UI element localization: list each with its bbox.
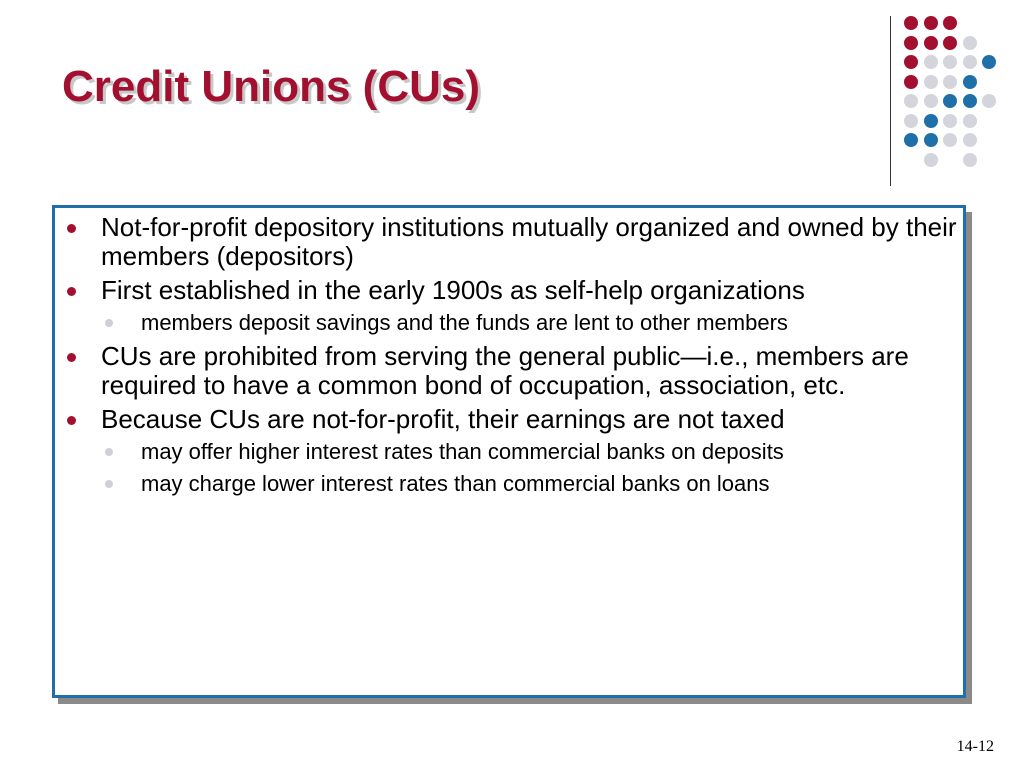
sub-bullet-item <box>55 439 963 465</box>
sub-bullet-text: may charge lower interest rates than commercial banks on loans <box>141 471 770 496</box>
bullet-list <box>55 208 963 497</box>
decorative-dot <box>924 133 938 147</box>
bullet-item <box>55 276 963 305</box>
decorative-dot <box>943 55 957 69</box>
decorative-dot <box>904 94 918 108</box>
decorative-dot <box>924 55 938 69</box>
decorative-dot <box>904 55 918 69</box>
decorative-dot <box>904 133 918 147</box>
sub-bullet-text: members deposit savings and the funds are lent to other members <box>141 310 788 335</box>
sub-bullet-text: may offer higher interest rates than commercial banks on deposits <box>141 439 784 464</box>
sub-bullet-dot-icon <box>105 319 113 327</box>
bullet-dot-icon <box>67 353 76 362</box>
decorative-dot-grid <box>904 12 1024 172</box>
decorative-dot <box>943 36 957 50</box>
sub-bullet-dot-icon <box>105 480 113 488</box>
decorative-dot <box>963 55 977 69</box>
bullet-text: Because CUs are not-for-profit, their earnings are not taxed <box>101 404 785 434</box>
bullet-item <box>55 213 963 271</box>
bullet-text: Not-for-profit depository institutions mutually organized and owned by their members (depositors) <box>101 212 957 271</box>
decorative-dot <box>904 36 918 50</box>
sub-bullet-item <box>55 310 963 336</box>
decorative-dot <box>904 114 918 128</box>
bullet-text: First established in the early 1900s as self-help organizations <box>101 275 805 305</box>
decorative-dot <box>924 16 938 30</box>
decorative-dot <box>963 75 977 89</box>
decorative-dot <box>943 16 957 30</box>
sub-bullet-dot-icon <box>105 448 113 456</box>
decorative-dot <box>943 114 957 128</box>
decorative-dot <box>904 75 918 89</box>
decorative-dot <box>963 133 977 147</box>
bullet-item <box>55 405 963 434</box>
sub-bullet-item <box>55 471 963 497</box>
decorative-dot <box>963 94 977 108</box>
decorative-dot <box>924 153 938 167</box>
decorative-dot <box>982 94 996 108</box>
decorative-dot <box>963 153 977 167</box>
decorative-dot <box>924 36 938 50</box>
decorative-dot <box>963 36 977 50</box>
bullet-text: CUs are prohibited from serving the general public—i.e., members are required to have a common bond of occupation, association, etc. <box>101 341 909 400</box>
bullet-item <box>55 342 963 400</box>
decorative-dot <box>943 133 957 147</box>
decorative-dot <box>924 94 938 108</box>
decorative-dot <box>904 16 918 30</box>
decorative-dot <box>943 75 957 89</box>
decorative-dot <box>924 114 938 128</box>
decorative-dot <box>982 55 996 69</box>
decorative-dot <box>943 94 957 108</box>
bullet-dot-icon <box>67 224 76 233</box>
bullet-dot-icon <box>67 287 76 296</box>
slide-title: Credit Unions (CUs) <box>62 62 480 111</box>
page-number: 14-12 <box>956 738 994 755</box>
vertical-divider <box>890 16 891 186</box>
decorative-dot <box>924 75 938 89</box>
content-box <box>52 205 966 698</box>
decorative-dot <box>963 114 977 128</box>
bullet-dot-icon <box>67 416 76 425</box>
